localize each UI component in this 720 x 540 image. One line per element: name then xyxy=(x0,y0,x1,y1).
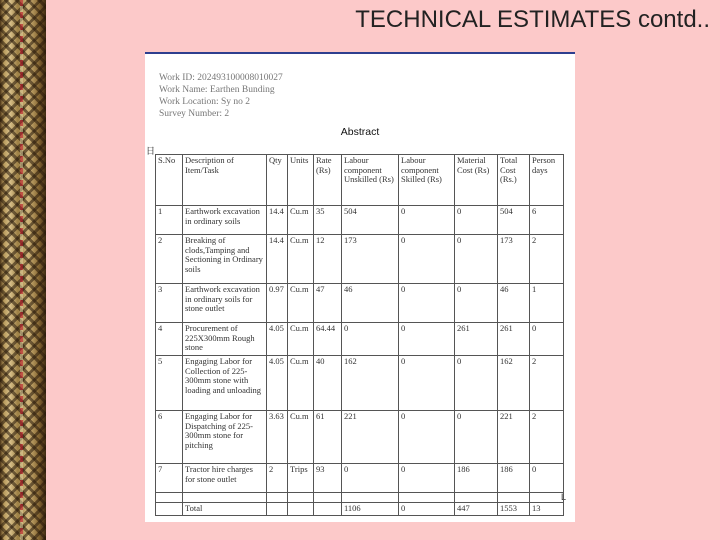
header-cell: Qty xyxy=(267,155,288,206)
table-cell: 1 xyxy=(156,206,183,235)
table-cell: 0 xyxy=(455,411,498,464)
total-cost: 1553 xyxy=(498,503,530,516)
table-cell: 162 xyxy=(342,356,399,411)
header-cell: S.No xyxy=(156,155,183,206)
table-cell: 2 xyxy=(530,411,564,464)
header-cell: Total Cost (Rs.) xyxy=(498,155,530,206)
table-cell: 0 xyxy=(399,323,455,356)
table-row xyxy=(156,493,564,503)
table-cell xyxy=(498,493,530,503)
side-mark-left: 日 xyxy=(146,146,156,156)
slide-title: TECHNICAL ESTIMATES contd.. xyxy=(355,6,710,33)
table-cell: Cu.m xyxy=(288,206,314,235)
table-row xyxy=(156,356,564,411)
work-meta xyxy=(159,72,283,120)
table-cell: 0 xyxy=(342,464,399,493)
table-row xyxy=(156,284,564,323)
table-cell: 0 xyxy=(399,464,455,493)
header-cell: Labour component Skilled (Rs) xyxy=(399,155,455,206)
table-cell: 4.05 xyxy=(267,356,288,411)
decorative-border xyxy=(0,0,46,540)
table-cell: 61 xyxy=(314,411,342,464)
table-cell: 6 xyxy=(156,411,183,464)
table-row xyxy=(156,206,564,235)
table-cell: 0 xyxy=(399,206,455,235)
table-cell xyxy=(455,493,498,503)
table-cell: Cu.m xyxy=(288,411,314,464)
table-cell: 35 xyxy=(314,206,342,235)
table-cell xyxy=(399,493,455,503)
table-cell: 2 xyxy=(530,235,564,284)
table-cell: 504 xyxy=(498,206,530,235)
total-cell xyxy=(314,503,342,516)
table-cell: 0 xyxy=(399,356,455,411)
total-unskilled: 1106 xyxy=(342,503,399,516)
table-cell: 7 xyxy=(156,464,183,493)
table-cell: 47 xyxy=(314,284,342,323)
table-cell: 0 xyxy=(455,356,498,411)
total-row xyxy=(156,503,564,516)
table-cell: Engaging Labor for Dispatching of 225-300mm stone for pitching xyxy=(183,411,267,464)
table-cell: 221 xyxy=(498,411,530,464)
table-cell xyxy=(288,493,314,503)
total-material: 447 xyxy=(455,503,498,516)
table-cell: 0 xyxy=(530,323,564,356)
header-cell: Units xyxy=(288,155,314,206)
table-cell: 0 xyxy=(399,235,455,284)
work-name: Work Name: Earthen Bunding xyxy=(159,85,275,95)
abstract-heading: Abstract xyxy=(340,126,380,138)
table-cell: 504 xyxy=(342,206,399,235)
table-cell: 0 xyxy=(455,206,498,235)
table-cell: 64.44 xyxy=(314,323,342,356)
table-cell: 0 xyxy=(399,284,455,323)
header-cell: Labour component Unskilled (Rs) xyxy=(342,155,399,206)
table-cell: 0 xyxy=(530,464,564,493)
table-cell: 46 xyxy=(498,284,530,323)
table-cell xyxy=(314,493,342,503)
table-cell: Cu.m xyxy=(288,323,314,356)
total-label: Total xyxy=(183,503,267,516)
table-cell xyxy=(530,492,567,503)
header-cell: Rate (Rs) xyxy=(314,155,342,206)
table-cell: 4.05 xyxy=(267,323,288,356)
table-row xyxy=(156,411,564,464)
table-cell: 93 xyxy=(314,464,342,493)
abstract-table xyxy=(155,154,567,516)
header-cell: Description of Item/Task xyxy=(183,155,267,206)
table-cell: 1 xyxy=(530,284,564,323)
table-cell: 2 xyxy=(530,356,564,411)
table-cell: 5 xyxy=(156,356,183,411)
table-cell: 3.63 xyxy=(267,411,288,464)
table-cell: 46 xyxy=(342,284,399,323)
table-cell: 2 xyxy=(267,464,288,493)
table-body xyxy=(156,206,567,503)
table-cell: 0.97 xyxy=(267,284,288,323)
work-id: Work ID: 202493100008010027 xyxy=(159,73,283,83)
table-cell: Breaking of clods,Tamping and Sectioning in Ordinary soils xyxy=(183,235,267,284)
header-cell: Person days xyxy=(530,155,564,206)
table-cell: 6 xyxy=(530,206,564,235)
table-cell: Trips xyxy=(288,464,314,493)
header-cell: Material Cost (Rs) xyxy=(455,155,498,206)
total-cell xyxy=(156,503,183,516)
table-cell: 173 xyxy=(498,235,530,284)
table-cell: 4 xyxy=(156,323,183,356)
table-cell: Cu.m xyxy=(288,356,314,411)
work-location: Work Location: Sy no 2 xyxy=(159,97,251,107)
table-row xyxy=(156,323,564,356)
survey-number: Survey Number: 2 xyxy=(159,109,230,119)
table-cell xyxy=(267,493,288,503)
table-cell: 3 xyxy=(156,284,183,323)
table-cell: Earthwork excavation in ordinary soils xyxy=(183,206,267,235)
table-cell: Cu.m xyxy=(288,235,314,284)
table-row xyxy=(156,235,564,284)
table-cell: 14.4 xyxy=(267,235,288,284)
table-cell: Earthwork excavation in ordinary soils for stone outlet xyxy=(183,284,267,323)
table-cell: Cu.m xyxy=(288,284,314,323)
table-cell: 0 xyxy=(455,235,498,284)
total-days: 13 xyxy=(530,503,564,516)
side-mark-right: L xyxy=(561,492,567,502)
table-cell: 261 xyxy=(498,323,530,356)
table-cell: 261 xyxy=(455,323,498,356)
table-cell: 186 xyxy=(455,464,498,493)
table-cell: 14.4 xyxy=(267,206,288,235)
table-cell: 40 xyxy=(314,356,342,411)
table-cell: 12 xyxy=(314,235,342,284)
table-cell: 186 xyxy=(498,464,530,493)
total-cell xyxy=(288,503,314,516)
table-cell: 0 xyxy=(455,284,498,323)
table-cell xyxy=(183,493,267,503)
total-skilled: 0 xyxy=(399,503,455,516)
total-cell xyxy=(267,503,288,516)
table-cell: 2 xyxy=(156,235,183,284)
table-cell: Tractor hire charges for stone outlet xyxy=(183,464,267,493)
table-cell xyxy=(156,493,183,503)
table-cell: Procurement of 225X300mm Rough stone xyxy=(183,323,267,356)
table-cell xyxy=(342,493,399,503)
table-row xyxy=(156,464,564,493)
table-cell: 0 xyxy=(399,411,455,464)
table-cell: Engaging Labor for Collection of 225-300mm stone with loading and unloading xyxy=(183,356,267,411)
table-cell: 173 xyxy=(342,235,399,284)
document-image xyxy=(145,52,575,522)
table-cell: 221 xyxy=(342,411,399,464)
table-header-row xyxy=(156,155,564,206)
table-cell: 0 xyxy=(342,323,399,356)
table-cell: 162 xyxy=(498,356,530,411)
